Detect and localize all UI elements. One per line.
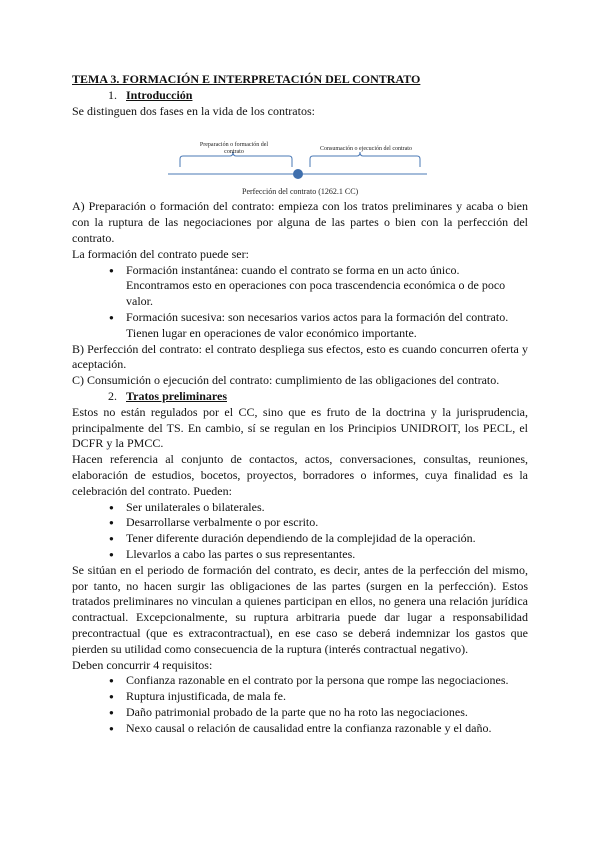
paragraph-2b: Hacen referencia al conjunto de contactos, actos, conversaciones, consultas, reuniones, elaboración de estudios, bocetos, proyectos, borradores o informes, cuya finalidad es la celebración del contrato. Pueden: [72,452,528,498]
list-item [72,263,528,310]
document-title: TEMA 3. FORMACIÓN E INTERPRETACIÓN DEL CONTRATO [72,72,421,86]
list-item: ● Ser unilaterales o bilaterales. [72,500,528,516]
contract-phases-diagram [72,119,528,199]
list-item [72,310,528,342]
list-item: ● Nexo causal o relación de causalidad entre la confianza razonable y el daño. [72,721,528,737]
perfection-point [293,169,303,179]
section-label: Introducción [126,87,193,102]
list-item: ● Confianza razonable en el contrato por la persona que rompe las negociaciones. [72,673,528,689]
formation-intro: La formación del contrato puede ser: [72,246,249,261]
list-item: ● Tener diferente duración dependiendo de la complejidad de la operación. [72,531,528,547]
section-number: 2. [108,388,117,403]
section-heading-tratos [72,389,528,405]
requisitos-list [72,673,528,736]
list-item: ● Ruptura injustificada, de mala fe. [72,689,528,705]
section-heading-introduccion [72,88,528,104]
paragraph-2c: Se sitúan en el periodo de formación del contrato, es decir, antes de la perfección del mismo, por tanto, no hacen surgir las obligaciones de las partes (surgen en la perfección). Estos tratados preliminares no vinculan a quienes participan en ellos, no genera una relación jurídica contractual. Excepcionalmente, su ruptura arbitraria puede dar lugar a responsabilidad precontractual (que es extracontractual), en ese caso se deberá indemnizar los gastos que pierden su utilidad como consecuencia de la ruptura (interés contractual negativo). [72,562,528,656]
paragraph-c: C) Consumición o ejecución del contrato: cumplimiento de las obligaciones del contrato. [72,373,500,388]
paragraph-a: A) Preparación o formación del contrato: empieza con los tratos preliminares y acaba o bien con la ruptura de las negociaciones por alguna de las partes o bien con la perfección del contrato. [72,199,528,245]
list-item: ● Llevarlos a cabo las partes o sus representantes. [72,547,528,563]
list-item: ● Daño patrimonial probado de la parte que no ha roto las negociaciones. [72,705,528,721]
pueden-list [72,500,528,563]
list-item-main: Formación sucesiva: son necesarios varios actos para la formación del contrato. [126,309,509,324]
formation-list [72,263,528,342]
section-number: 1. [108,87,117,102]
requisitos-intro: Deben concurrir 4 requisitos: [72,657,213,672]
right-brace [310,152,420,167]
list-item-sub: Encontramos esto en operaciones con poca trascendencia económica o de poco valor. [126,278,506,309]
paragraph-b: B) Perfección del contrato: el contrato despliega sus efectos, esto es cuando concurren oferta y aceptación. [72,341,528,372]
diagram-caption: Perfección del contrato (1262.1 CC) [242,187,359,197]
list-item-sub: Tienen lugar en operaciones de valor económico importante. [126,325,417,340]
phase-label-consumation: Consumación o ejecución del contrato [320,146,412,153]
section-label: Tratos preliminares [126,388,227,403]
list-item-main: Formación instantánea: cuando el contrato se forma en un acto único. [126,262,460,277]
document-body [72,72,528,736]
list-item: ● Desarrollarse verbalmente o por escrito. [72,515,528,531]
paragraph-2a: Estos no están regulados por el CC, sino que es fruto de la doctrina y la jurisprudencia, principalmente del TS. En cambio, sí se regulan en los Principios UNIDROIT, los PECL, el DCFR y la PMCC. [72,404,528,451]
intro-paragraph: Se distinguen dos fases en la vida de los contratos: [72,103,315,118]
phase-label-formation: Preparación o formación del contrato [199,142,269,156]
